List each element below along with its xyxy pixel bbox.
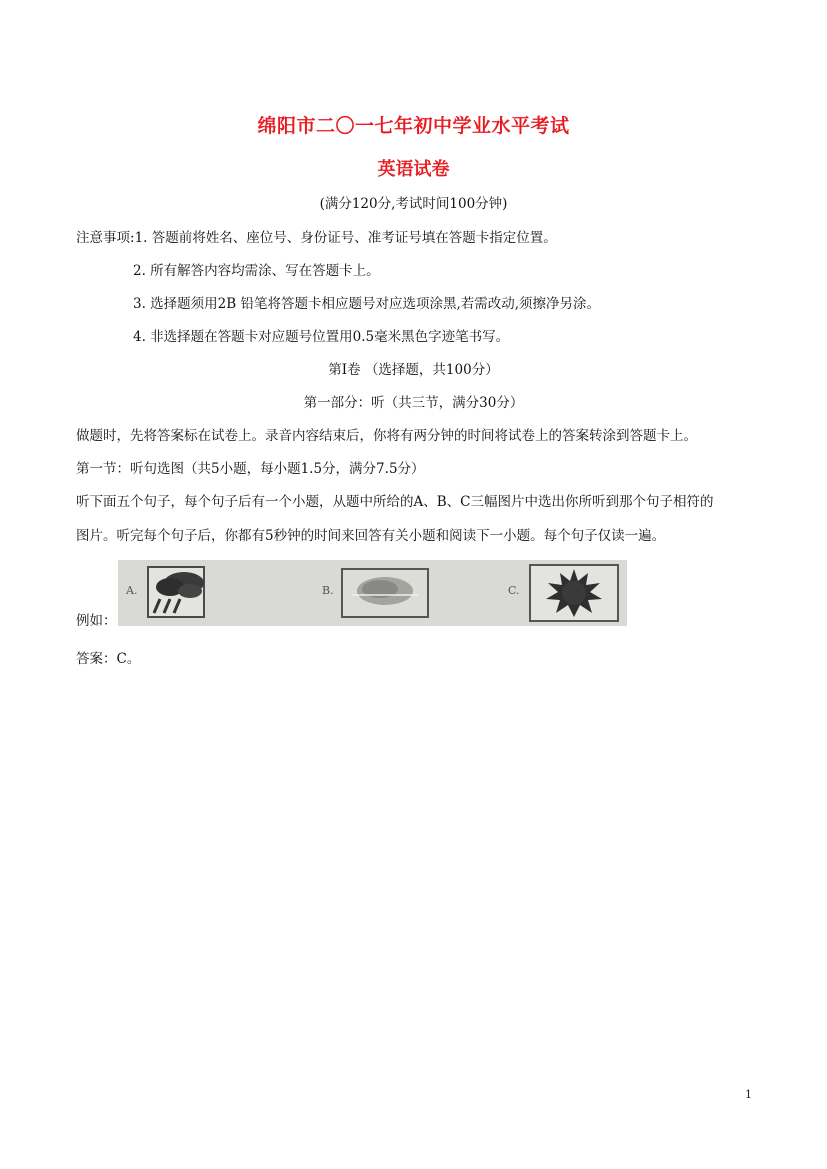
exam-subtitle: 英语试卷 bbox=[377, 159, 450, 180]
part-heading: 第一部分：听（共三节，满分30分） bbox=[303, 395, 524, 411]
notice-item: 2. 所有解答内容均需涂、写在答题卡上。 bbox=[133, 263, 380, 279]
exam-title: 绵阳市二〇一七年初中学业水平考试 bbox=[257, 115, 570, 137]
option-letter: A. bbox=[126, 584, 138, 597]
sun-icon bbox=[528, 563, 620, 623]
section-text: 图片。听完每个句子后，你都有5秒钟的时间来回答有关小题和阅读下一小题。每个句子仅读一遍。 bbox=[76, 528, 666, 544]
notice-label: 注意事项: bbox=[76, 230, 135, 246]
page-number: 1 bbox=[745, 1088, 752, 1101]
volume-heading: 第Ⅰ卷 （选择题，共100分） bbox=[328, 362, 499, 378]
fog-icon bbox=[340, 567, 430, 619]
example-figure bbox=[118, 560, 627, 626]
notice-item: 4. 非选择题在答题卡对应题号位置用0.5毫米黑色字迹笔书写。 bbox=[133, 329, 510, 345]
option-b-image bbox=[288, 560, 468, 626]
option-a-image bbox=[118, 560, 288, 626]
example-label: 例如： bbox=[76, 613, 117, 629]
exam-meta: (满分120分,考试时间100分钟) bbox=[319, 196, 508, 212]
notice-item: 1. 答题前将姓名、座位号、身份证号、准考证号填在答题卡指定位置。 bbox=[134, 230, 557, 246]
section-heading: 第一节：听句选图（共5小题，每小题1.5分，满分7.5分） bbox=[76, 461, 425, 477]
answer-text: 答案：C。 bbox=[76, 651, 141, 667]
instruction-text: 做题时，先将答案标在试卷上。录音内容结束后，你将有两分钟的时间将试卷上的答案转涂到答题卡上。 bbox=[76, 428, 697, 444]
cloud-rain-icon bbox=[146, 565, 210, 621]
option-letter: C. bbox=[508, 584, 520, 597]
option-letter: B. bbox=[322, 584, 334, 597]
notice-item: 3. 选择题须用2B 铅笔将答题卡相应题号对应选项涂黑,若需改动,须擦净另涂。 bbox=[133, 296, 601, 312]
option-c-image bbox=[468, 560, 627, 626]
notice-line-1 bbox=[76, 229, 557, 247]
section-text: 听下面五个句子，每个句子后有一个小题，从题中所给的A、B、C三幅图片中选出你所听到那个句子相符的 bbox=[76, 494, 714, 510]
